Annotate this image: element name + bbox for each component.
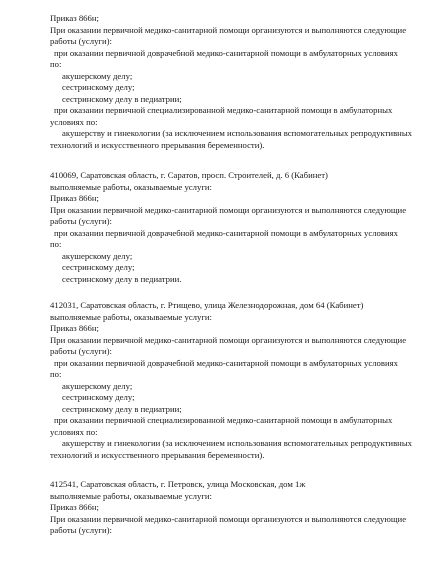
text-line: технологий и искусственного прерывания беременности).	[50, 450, 265, 460]
text-line: При оказании первичной медико-санитарной помощи организуются и выполняются следующие	[50, 514, 407, 524]
text-line: сестринскому делу;	[62, 262, 135, 272]
text-line: акушерскому делу;	[62, 71, 133, 81]
text-line: При оказании первичной медико-санитарной помощи организуются и выполняются следующие	[50, 25, 407, 35]
text-line: выполняемые работы, оказываемые услуги:	[50, 312, 212, 322]
text-line: Приказ 866н;	[50, 193, 99, 203]
text-line: при оказании первичной доврачебной медико-санитарной помощи в амбулаторных условиях	[54, 48, 398, 58]
text-line: сестринскому делу в педиатрии;	[62, 94, 182, 104]
text-line: при оказании первичной специализированной медико-санитарной помощи в амбулаторных	[54, 415, 393, 425]
text-line: При оказании первичной медико-санитарной помощи организуются и выполняются следующие	[50, 335, 407, 345]
text-line: работы (услуги):	[50, 525, 112, 535]
address-line: 412031, Саратовская область, г. Ртищево, улица Железнодорожная, дом 64 (Кабинет)	[50, 300, 364, 310]
text-line: работы (услуги):	[50, 346, 112, 356]
text-line: Приказ 866н;	[50, 13, 99, 23]
text-line: сестринскому делу;	[62, 82, 135, 92]
address-line: 410069, Саратовская область, г. Саратов, просп. Строителей, д. 6 (Кабинет)	[50, 170, 328, 180]
text-line: акушерству и гинекологии (за исключением использования вспомогательных репродуктивных	[62, 128, 413, 138]
text-line: при оказании первичной специализированной медико-санитарной помощи в амбулаторных	[54, 105, 393, 115]
text-line: условиях по:	[50, 427, 98, 437]
text-line: технологий и искусственного прерывания беременности).	[50, 140, 265, 150]
text-line: акушерству и гинекологии (за исключением использования вспомогательных репродуктивных	[62, 438, 413, 448]
text-line: сестринскому делу в педиатрии.	[62, 274, 182, 284]
text-line: условиях по:	[50, 117, 98, 127]
text-line: работы (услуги):	[50, 36, 112, 46]
text-line: выполняемые работы, оказываемые услуги:	[50, 491, 212, 501]
text-line: сестринскому делу;	[62, 392, 135, 402]
text-line: При оказании первичной медико-санитарной помощи организуются и выполняются следующие	[50, 205, 407, 215]
text-line: Приказ 866н;	[50, 323, 99, 333]
text-line: по:	[50, 369, 62, 379]
text-line: работы (услуги):	[50, 216, 112, 226]
text-line: сестринскому делу в педиатрии;	[62, 404, 182, 414]
text-line: по:	[50, 239, 62, 249]
text-line: при оказании первичной доврачебной медико-санитарной помощи в амбулаторных условиях	[54, 228, 398, 238]
text-line: выполняемые работы, оказываемые услуги:	[50, 182, 212, 192]
text-line: по:	[50, 59, 62, 69]
address-line: 412541, Саратовская область, г. Петровск, улица Московская, дом 1ж	[50, 479, 306, 489]
text-line: акушерскому делу;	[62, 251, 133, 261]
text-line: при оказании первичной доврачебной медико-санитарной помощи в амбулаторных условиях	[54, 358, 398, 368]
text-line: Приказ 866н;	[50, 502, 99, 512]
text-line: акушерскому делу;	[62, 381, 133, 391]
